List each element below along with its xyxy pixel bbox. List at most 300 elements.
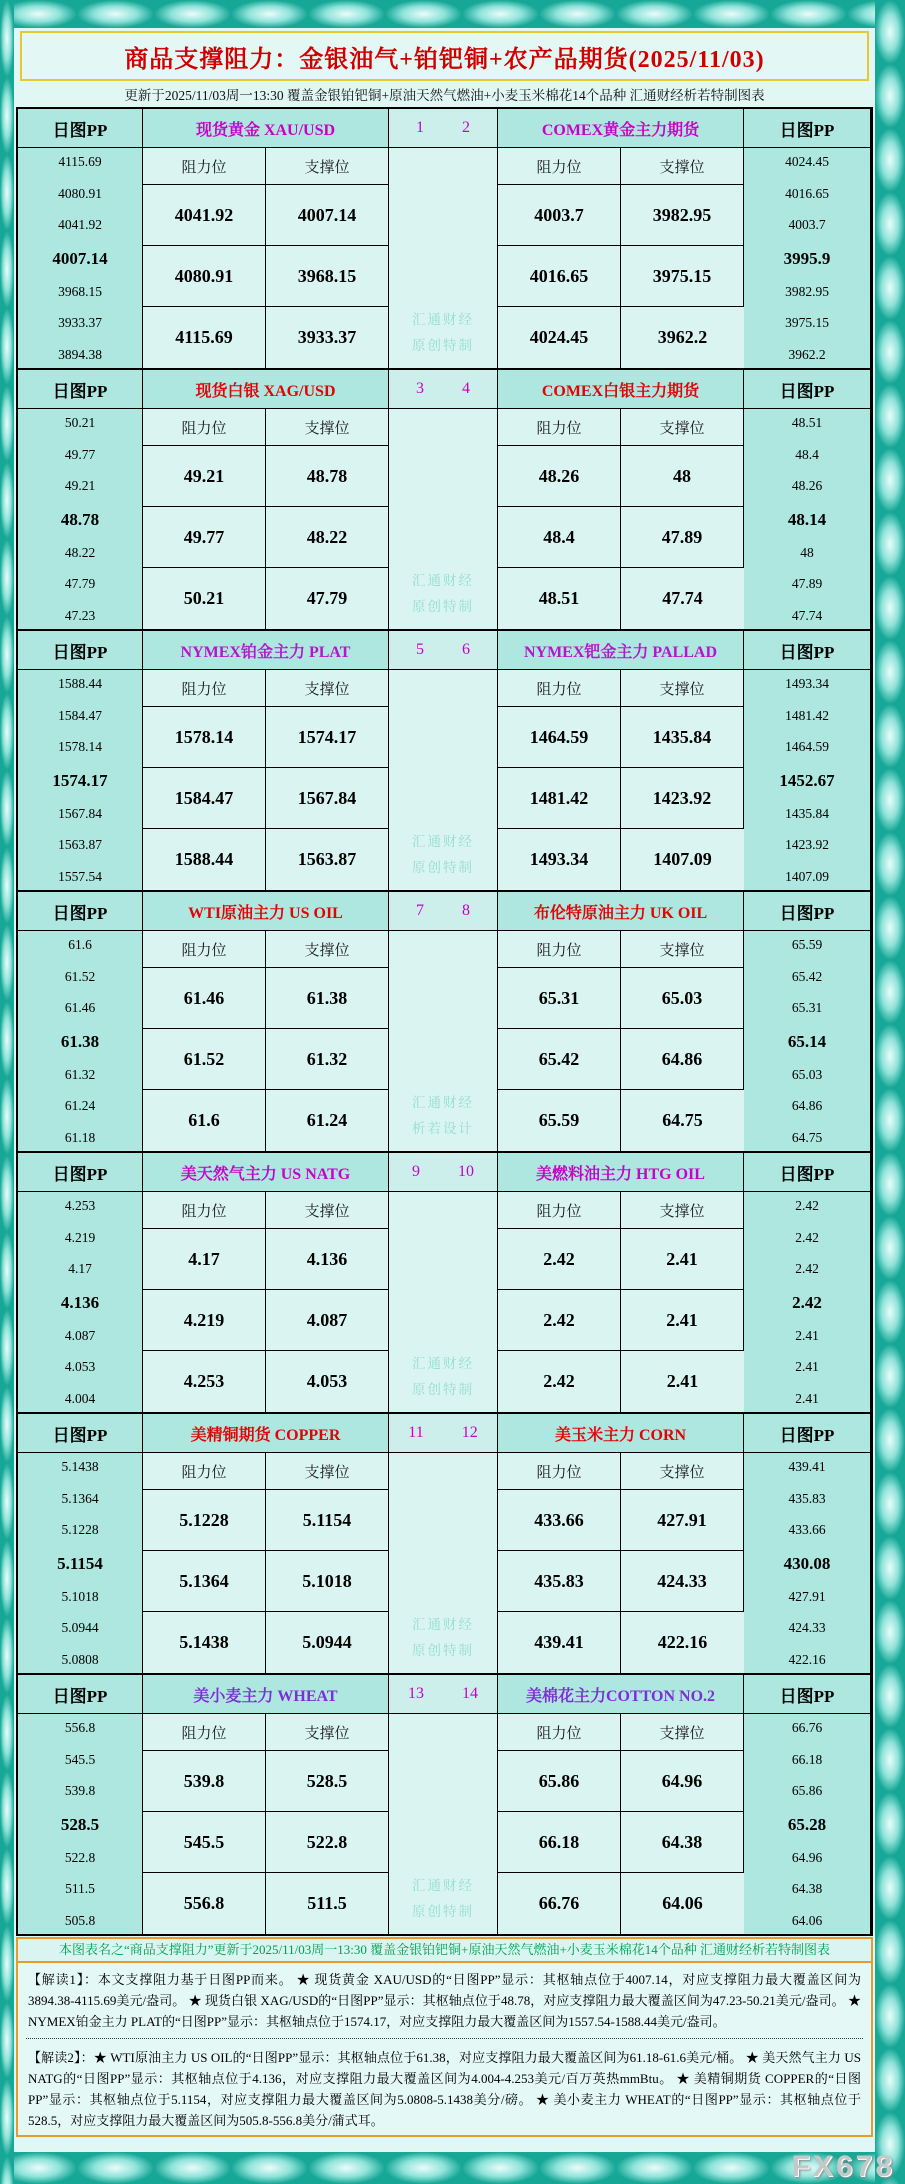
resistance-value: 4115.69 [143, 307, 266, 368]
support-value: 47.89 [621, 507, 744, 568]
pp-value: 47.79 [64, 576, 96, 591]
pp-value: 1464.59 [785, 739, 829, 754]
support-header: 支撑位 [621, 1192, 744, 1229]
pp-header-right: 日图PP [744, 370, 871, 409]
resistance-header: 阻力位 [498, 1714, 621, 1751]
pp-header-right: 日图PP [744, 892, 871, 931]
pp-header-left: 日图PP [18, 109, 143, 148]
support-value: 5.0944 [266, 1612, 389, 1673]
pivot-value: 3995.9 [783, 248, 831, 268]
support-value: 427.91 [621, 1490, 744, 1551]
pp-value: 3982.95 [785, 283, 829, 299]
resistance-value: 4041.92 [143, 185, 266, 246]
resistance-value: 4.17 [143, 1229, 266, 1290]
watermark-line: 汇通财经 [412, 1878, 474, 1893]
pp-list-right [744, 1714, 871, 1934]
resistance-value: 4003.7 [498, 185, 621, 246]
pp-value: 4.053 [64, 1359, 96, 1374]
watermark-line: 汇通财经 [412, 573, 474, 588]
pp-value: 3933.37 [58, 315, 102, 330]
resistance-header: 阻力位 [498, 409, 621, 446]
support-header: 支撑位 [621, 931, 744, 968]
instrument-name-right: NYMEX钯金主力 PALLAD [498, 631, 744, 670]
pp-list-right [744, 1192, 871, 1412]
pp-value: 5.0944 [61, 1620, 99, 1635]
instrument-block [18, 1675, 871, 1934]
pair-numbers [389, 892, 498, 931]
pp-value: 1563.87 [58, 837, 102, 852]
origin-watermark [389, 931, 498, 1151]
resistance-value: 4080.91 [143, 246, 266, 307]
pp-value: 64.86 [791, 1098, 823, 1113]
support-header: 支撑位 [621, 1714, 744, 1751]
pp-list-left [18, 409, 143, 629]
pp-value: 64.75 [791, 1129, 823, 1145]
support-value: 64.75 [621, 1090, 744, 1151]
pp-list-left [18, 1714, 143, 1934]
support-value: 522.8 [266, 1812, 389, 1873]
instrument-block [18, 892, 871, 1153]
pp-value: 2.42 [795, 1261, 819, 1276]
pp-value: 47.89 [791, 576, 823, 591]
support-value: 4.053 [266, 1351, 389, 1412]
instrument-name-right: 美玉米主力 CORN [498, 1414, 744, 1453]
pp-header-right: 日图PP [744, 109, 871, 148]
border-pattern-left [0, 0, 14, 2184]
pp-value: 1423.92 [785, 837, 829, 852]
support-value: 48.22 [266, 507, 389, 568]
pair-numbers [389, 1675, 498, 1714]
pp-value: 49.21 [64, 478, 96, 493]
origin-watermark [389, 409, 498, 629]
pp-value: 4024.45 [785, 154, 829, 169]
pp-value: 4.004 [64, 1390, 96, 1406]
support-value: 4.136 [266, 1229, 389, 1290]
pp-value: 48.22 [64, 544, 96, 560]
instrument-name-right: 布伦特原油主力 UK OIL [498, 892, 744, 931]
support-value: 5.1154 [266, 1490, 389, 1551]
pivot-value: 65.14 [787, 1031, 827, 1051]
pp-value: 2.41 [795, 1359, 819, 1374]
pp-value: 3894.38 [58, 346, 102, 362]
origin-watermark [389, 1714, 498, 1934]
watermark-line: 汇通财经 [412, 1356, 474, 1371]
pp-value: 4.17 [68, 1261, 92, 1276]
pair-number: 1 [416, 119, 424, 136]
support-value: 4007.14 [266, 185, 389, 246]
instrument-name-left: WTI原油主力 US OIL [143, 892, 389, 931]
watermark-line: 汇通财经 [412, 1617, 474, 1632]
resistance-value: 435.83 [498, 1551, 621, 1612]
pp-value: 64.38 [791, 1881, 823, 1896]
watermark-line: 原创特制 [412, 337, 474, 353]
resistance-header: 阻力位 [143, 1192, 266, 1229]
resistance-value: 65.86 [498, 1751, 621, 1812]
resistance-value: 5.1438 [143, 1612, 266, 1673]
pp-value: 49.77 [64, 446, 96, 462]
resistance-value: 2.42 [498, 1290, 621, 1351]
pp-header-left: 日图PP [18, 370, 143, 409]
watermark-line: 汇通财经 [412, 834, 474, 849]
pp-value: 48 [800, 544, 814, 560]
support-value: 2.41 [621, 1351, 744, 1412]
pp-header-left: 日图PP [18, 631, 143, 670]
instrument-name-left: 现货黄金 XAU/USD [143, 109, 389, 148]
pp-header-right: 日图PP [744, 1675, 871, 1714]
support-value: 61.24 [266, 1090, 389, 1151]
pp-value: 48.4 [795, 446, 819, 462]
watermark-line: 原创特制 [412, 1642, 474, 1658]
watermark-line: 汇通财经 [412, 312, 474, 327]
resistance-value: 556.8 [143, 1873, 266, 1934]
origin-watermark [389, 148, 498, 368]
support-header: 支撑位 [266, 409, 389, 446]
pp-list-left [18, 1453, 143, 1673]
support-value: 64.96 [621, 1751, 744, 1812]
border-pattern-right [875, 0, 905, 2184]
pp-value: 2.41 [795, 1390, 819, 1406]
support-value: 3975.15 [621, 246, 744, 307]
watermark-line: 析若设计 [412, 1120, 474, 1136]
resistance-value: 4.253 [143, 1351, 266, 1412]
pp-value: 50.21 [64, 415, 96, 430]
pp-list-left [18, 931, 143, 1151]
support-value: 3982.95 [621, 185, 744, 246]
pp-list-right [744, 409, 871, 629]
resistance-header: 阻力位 [143, 931, 266, 968]
pp-header-left: 日图PP [18, 1153, 143, 1192]
resistance-value: 61.6 [143, 1090, 266, 1151]
pp-value: 5.1018 [61, 1588, 99, 1604]
pp-value: 424.33 [788, 1620, 826, 1635]
page-title: 商品支撑阻力：金银油气+铂钯铜+农产品期货(2025/11/03) [20, 31, 869, 81]
support-header: 支撑位 [266, 148, 389, 185]
pp-list-left [18, 1192, 143, 1412]
resistance-header: 阻力位 [498, 1192, 621, 1229]
watermark-line: 原创特制 [412, 598, 474, 614]
pair-number: 5 [416, 641, 424, 658]
pp-value: 61.18 [64, 1129, 96, 1145]
pp-list-right [744, 931, 871, 1151]
subtitle: 更新于2025/11/03周一13:30 覆盖金银铂钯铜+原油天然气燃油+小麦玉米棉花14个品种 汇通财经析若特制图表 [124, 88, 765, 103]
resistance-header: 阻力位 [143, 1453, 266, 1490]
resistance-value: 66.76 [498, 1873, 621, 1934]
support-value: 2.41 [621, 1290, 744, 1351]
pp-value: 3968.15 [58, 283, 102, 299]
resistance-value: 433.66 [498, 1490, 621, 1551]
resistance-header: 阻力位 [498, 931, 621, 968]
pair-number: 2 [462, 119, 470, 136]
pp-value: 1584.47 [58, 707, 102, 723]
pp-header-right: 日图PP [744, 1153, 871, 1192]
support-value: 3968.15 [266, 246, 389, 307]
pivot-value: 4.136 [60, 1292, 100, 1312]
pp-value: 1557.54 [58, 868, 102, 884]
interpretation-divider [26, 2038, 863, 2039]
support-value: 1567.84 [266, 768, 389, 829]
resistance-header: 阻力位 [498, 670, 621, 707]
pp-value: 1435.84 [785, 805, 829, 821]
resistance-header: 阻力位 [143, 1714, 266, 1751]
resistance-value: 50.21 [143, 568, 266, 629]
pp-value: 64.06 [791, 1912, 823, 1928]
origin-watermark [389, 670, 498, 890]
resistance-value: 65.42 [498, 1029, 621, 1090]
support-value: 3962.2 [621, 307, 744, 368]
support-value: 2.41 [621, 1229, 744, 1290]
resistance-value: 1578.14 [143, 707, 266, 768]
resistance-value: 1493.34 [498, 829, 621, 890]
pp-value: 61.6 [68, 937, 92, 952]
resistance-value: 2.42 [498, 1351, 621, 1412]
notes-section [16, 1937, 873, 2137]
pp-value: 4.087 [64, 1327, 96, 1343]
resistance-value: 61.52 [143, 1029, 266, 1090]
pp-value: 66.76 [791, 1720, 823, 1735]
support-value: 5.1018 [266, 1551, 389, 1612]
pp-value: 5.1364 [61, 1490, 99, 1506]
resistance-value: 1481.42 [498, 768, 621, 829]
pp-value: 64.96 [791, 1849, 823, 1865]
instrument-name-left: 现货白银 XAG/USD [143, 370, 389, 409]
resistance-header: 阻力位 [498, 1453, 621, 1490]
support-header: 支撑位 [621, 409, 744, 446]
pivot-value: 1452.67 [779, 770, 835, 790]
instrument-name-right: COMEX白银主力期货 [498, 370, 744, 409]
pp-value: 433.66 [788, 1522, 826, 1537]
pp-value: 4080.91 [58, 185, 102, 201]
pair-number: 12 [461, 1424, 478, 1441]
pivot-value: 48.14 [787, 509, 827, 529]
pp-value: 427.91 [788, 1588, 826, 1604]
support-value: 48 [621, 446, 744, 507]
resistance-value: 5.1364 [143, 1551, 266, 1612]
pp-value: 4041.92 [58, 217, 102, 232]
resistance-value: 1588.44 [143, 829, 266, 890]
pivot-value: 1574.17 [52, 770, 108, 790]
pair-numbers [389, 631, 498, 670]
instrument-block [18, 370, 871, 631]
resistance-header: 阻力位 [143, 148, 266, 185]
pair-number: 3 [416, 380, 424, 397]
pair-number: 6 [462, 641, 470, 658]
resistance-value: 65.59 [498, 1090, 621, 1151]
pp-value: 47.23 [64, 607, 96, 623]
pp-value: 545.5 [64, 1751, 96, 1767]
resistance-value: 439.41 [498, 1612, 621, 1673]
support-value: 47.79 [266, 568, 389, 629]
pp-value: 439.41 [788, 1459, 826, 1474]
support-value: 61.32 [266, 1029, 389, 1090]
support-header: 支撑位 [621, 1453, 744, 1490]
pp-value: 2.41 [795, 1327, 819, 1343]
pp-value: 539.8 [64, 1783, 96, 1798]
pivot-value: 4007.14 [52, 248, 108, 268]
pivot-value: 65.28 [787, 1814, 827, 1834]
resistance-value: 545.5 [143, 1812, 266, 1873]
pp-value: 1567.84 [58, 805, 102, 821]
resistance-value: 65.31 [498, 968, 621, 1029]
pp-value: 1588.44 [58, 676, 102, 691]
pair-number: 9 [412, 1163, 420, 1180]
support-value: 64.38 [621, 1812, 744, 1873]
instrument-block [18, 1414, 871, 1675]
pp-value: 65.03 [791, 1066, 823, 1082]
support-value: 3933.37 [266, 307, 389, 368]
resistance-value: 48.26 [498, 446, 621, 507]
support-header: 支撑位 [266, 931, 389, 968]
pp-value: 1481.42 [785, 707, 829, 723]
brand-watermark: FX678 [791, 2150, 895, 2183]
pp-value: 3962.2 [788, 346, 826, 362]
resistance-value: 49.21 [143, 446, 266, 507]
support-value: 48.78 [266, 446, 389, 507]
support-header: 支撑位 [266, 1453, 389, 1490]
pp-value: 5.0808 [61, 1651, 99, 1667]
pair-numbers [389, 1153, 498, 1192]
pp-value: 61.46 [64, 1000, 96, 1015]
border-pattern-bottom [0, 2152, 905, 2184]
instrument-name-left: 美天然气主力 US NATG [143, 1153, 389, 1192]
watermark-line: 原创特制 [412, 1903, 474, 1919]
resistance-value: 2.42 [498, 1229, 621, 1290]
content-area [14, 28, 875, 2152]
pp-list-right [744, 148, 871, 368]
resistance-value: 1584.47 [143, 768, 266, 829]
pivot-value: 2.42 [792, 1292, 822, 1312]
resistance-value: 61.46 [143, 968, 266, 1029]
pp-value: 65.31 [791, 1000, 823, 1015]
pp-value: 66.18 [791, 1751, 823, 1767]
resistance-value: 1464.59 [498, 707, 621, 768]
pp-value: 505.8 [64, 1912, 96, 1928]
support-value: 511.5 [266, 1873, 389, 1934]
resistance-value: 4.219 [143, 1290, 266, 1351]
instrument-block [18, 1153, 871, 1414]
pp-value: 5.1228 [61, 1522, 99, 1537]
interpretation-2: 【解读2】：★ WTI原油主力 US OIL的“日图PP”显示：其枢轴点位于61.38，对应支撑阻力最大覆盖区间为61.18-61.6美元/桶。 ★ 美天然气主力 US NATG的“日图PP”显示：其枢轴点位于4.136，对应支撑阻力最大覆盖区间为4.004-4.253美元/百万英热mmBtu。 ★ 美精铜期货 COPPER的“日图PP”显示：其枢轴点位于5.1154，对应支撑阻力最大覆盖区间为5.0808-5.1438美分/磅。 ★ 美小麦主力 WHEAT的“日图PP”显示：其枢轴点位于528.5，对应支撑阻力最大覆盖区间为505.8-556.8美分/蒲式耳。 [28, 2050, 861, 2128]
pp-value: 65.59 [791, 937, 823, 952]
resistance-value: 5.1228 [143, 1490, 266, 1551]
instrument-name-left: 美小麦主力 WHEAT [143, 1675, 389, 1714]
pp-value: 2.42 [795, 1198, 819, 1213]
support-header: 支撑位 [266, 1192, 389, 1229]
support-value: 1435.84 [621, 707, 744, 768]
support-header: 支撑位 [266, 670, 389, 707]
pp-header-left: 日图PP [18, 892, 143, 931]
pp-list-right [744, 670, 871, 890]
pp-value: 61.24 [64, 1098, 96, 1113]
instrument-name-right: COMEX黄金主力期货 [498, 109, 744, 148]
pair-numbers [389, 109, 498, 148]
support-header: 支撑位 [621, 148, 744, 185]
pp-list-right [744, 1453, 871, 1673]
support-value: 64.86 [621, 1029, 744, 1090]
pp-header-right: 日图PP [744, 1414, 871, 1453]
resistance-value: 48.4 [498, 507, 621, 568]
pivot-value: 5.1154 [57, 1553, 103, 1573]
watermark-line: 原创特制 [412, 1381, 474, 1397]
pivot-value: 48.78 [60, 509, 100, 529]
origin-watermark [389, 1192, 498, 1412]
pp-value: 65.42 [791, 968, 823, 984]
pp-value: 1407.09 [785, 868, 829, 884]
pp-value: 2.42 [795, 1229, 819, 1245]
origin-watermark [389, 1453, 498, 1673]
footer-note: 本图表名之“商品支撑阻力”更新于2025/11/03周一13:30 覆盖金银铂钯铜+原油天然气燃油+小麦玉米棉花14个品种 汇通财经析若特制图表 [18, 1939, 871, 1963]
pp-value: 61.32 [64, 1066, 96, 1082]
pp-value: 47.74 [791, 607, 823, 623]
interpretation-1: 【解读1】：本文支撑阻力基于日图PP而来。 ★ 现货黄金 XAU/USD的“日图PP”显示：其枢轴点位于4007.14，对应支撑阻力最大覆盖区间为3894.38-4115.69美元/盎司。 ★ 现货白银 XAG/USD的“日图PP”显示：其枢轴点位于48.78，对应支撑阻力最大覆盖区间为47.23-50.21美元/盎司。 ★ NYMEX铂金主力 PLAT的“日图PP”显示：其枢轴点位于1574.17，对应支撑阻力最大覆盖区间为1557.54-1588.44美元/盎司。 [28, 1972, 861, 2029]
border-pattern-top [0, 0, 905, 28]
pivot-table [16, 107, 873, 1936]
pair-numbers [389, 370, 498, 409]
support-value: 422.16 [621, 1612, 744, 1673]
support-value: 1423.92 [621, 768, 744, 829]
resistance-value: 4016.65 [498, 246, 621, 307]
pair-number: 7 [416, 902, 424, 919]
pp-value: 511.5 [65, 1881, 95, 1896]
pp-value: 422.16 [788, 1651, 826, 1667]
pair-numbers [389, 1414, 498, 1453]
instrument-block [18, 109, 871, 370]
instrument-name-left: 美精铜期货 COPPER [143, 1414, 389, 1453]
pp-value: 3975.15 [785, 315, 829, 330]
pp-value: 4003.7 [788, 217, 826, 232]
watermark-line: 原创特制 [412, 859, 474, 875]
resistance-value: 49.77 [143, 507, 266, 568]
pivot-value: 528.5 [60, 1814, 100, 1834]
pair-number: 14 [462, 1685, 478, 1702]
support-value: 1574.17 [266, 707, 389, 768]
pp-value: 5.1438 [61, 1459, 99, 1474]
support-header: 支撑位 [266, 1714, 389, 1751]
support-value: 1407.09 [621, 829, 744, 890]
support-header: 支撑位 [621, 670, 744, 707]
resistance-value: 4024.45 [498, 307, 621, 368]
instrument-block [18, 631, 871, 892]
pp-value: 556.8 [64, 1720, 96, 1735]
pair-number: 10 [458, 1163, 474, 1180]
instrument-name-right: 美棉花主力COTTON NO.2 [498, 1675, 744, 1714]
resistance-value: 539.8 [143, 1751, 266, 1812]
pp-value: 435.83 [788, 1490, 826, 1506]
pp-value: 1578.14 [58, 739, 102, 754]
pp-value: 61.52 [64, 968, 96, 984]
pair-number: 13 [408, 1685, 424, 1702]
support-value: 424.33 [621, 1551, 744, 1612]
pair-number: 11 [408, 1424, 424, 1441]
pp-header-right: 日图PP [744, 631, 871, 670]
pp-header-left: 日图PP [18, 1675, 143, 1714]
support-value: 1563.87 [266, 829, 389, 890]
pp-value: 4016.65 [785, 185, 829, 201]
pp-list-left [18, 670, 143, 890]
resistance-value: 66.18 [498, 1812, 621, 1873]
pp-value: 522.8 [64, 1849, 96, 1865]
support-value: 47.74 [621, 568, 744, 629]
instrument-name-right: 美燃料油主力 HTG OIL [498, 1153, 744, 1192]
pp-value: 4.253 [64, 1198, 96, 1213]
pp-value: 48.51 [791, 415, 823, 430]
watermark-line: 汇通财经 [412, 1095, 474, 1110]
resistance-header: 阻力位 [498, 148, 621, 185]
resistance-value: 48.51 [498, 568, 621, 629]
pivot-value: 430.08 [783, 1553, 831, 1573]
support-value: 61.38 [266, 968, 389, 1029]
support-value: 528.5 [266, 1751, 389, 1812]
pp-header-left: 日图PP [18, 1414, 143, 1453]
